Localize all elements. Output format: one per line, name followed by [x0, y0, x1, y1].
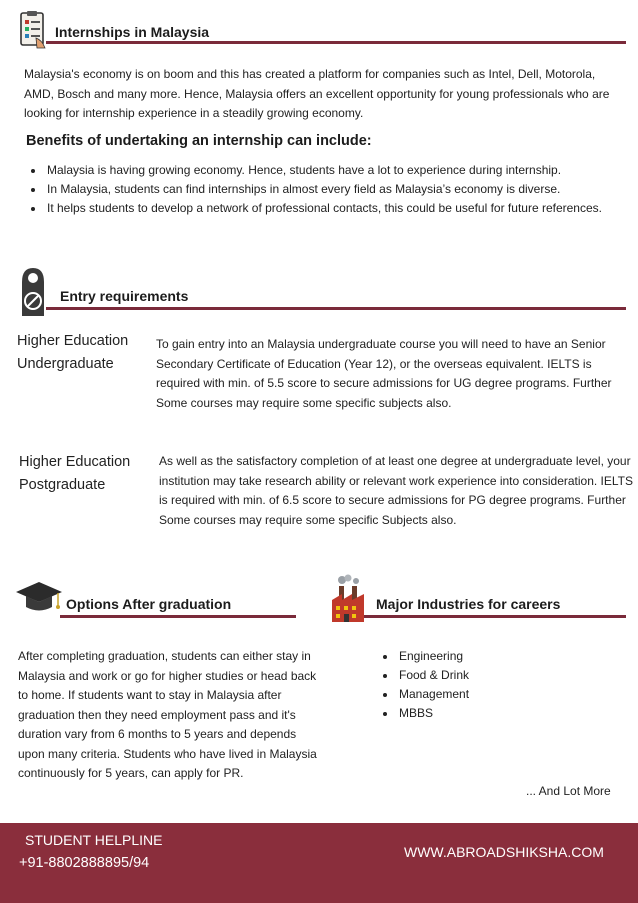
- list-item: • Engineering: [397, 647, 469, 666]
- section-divider: [364, 615, 626, 618]
- door-hanger-icon: [18, 264, 48, 318]
- list-item: • Food & Drink: [397, 666, 469, 685]
- website-link[interactable]: WWW.ABROADSHIKSHA.COM: [404, 844, 604, 860]
- section-title-industries: Major Industries for careers: [376, 596, 561, 612]
- section-title-entry: Entry requirements: [60, 288, 189, 304]
- pg-label: Higher Education Postgraduate: [19, 454, 131, 493]
- list-item: • In Malaysia, students can find internships in almost every field as Malaysia’s economy is diverse.: [45, 180, 638, 199]
- pg-text: As well as the satisfactory completion of at least one degree at undergraduate level, your institution may take research ability or relevant work experience into consideration. IELTS is required with min. of 6.5 score to secure admissions for PG degree programs. Further Some courses may require some specific Subjects also.: [159, 454, 634, 527]
- options-paragraph: After completing graduation, students can either stay in Malaysia and work or go for higher studies or head back to home. If students want to stay in Malaysia after graduation then they need employment pass and it's duration vary from 6 months to 5 years and depends upon many criteria. Students who have lived in Malaysia continuously for 5 years, can apply for PR.: [18, 649, 317, 780]
- more-industries-text: ... And Lot More: [526, 784, 611, 798]
- section-title-options: Options After graduation: [66, 596, 232, 612]
- clipboard-checklist-icon: [18, 10, 48, 50]
- footer: [0, 823, 638, 903]
- intro-paragraph: Malaysia's economy is on boom and this has created a platform for companies such as Intel, Dell, Motorola, AMD, Bosch and many more. Hence, Malaysia offers an excellent opportunity for young professionals who are looking for internship experience in a steadily growing economy.: [24, 67, 610, 120]
- graduation-cap-icon: [14, 580, 64, 616]
- industries-list: [379, 647, 469, 723]
- list-item: • Malaysia is having growing economy. Hence, students have a lot to experience during internship.: [45, 161, 638, 180]
- benefits-title: Benefits of undertaking an internship can include:: [26, 133, 372, 149]
- benefits-list: [27, 161, 638, 218]
- list-item: • Management: [397, 685, 469, 704]
- factory-icon: [330, 574, 368, 624]
- ug-text: To gain entry into an Malaysia undergraduate course you will need to have an Senior Secondary Certificate of Education (Year 12), or the overseas equivalent. IELTS is required with min. of 5.5 score to secure admissions for UG degree programs. Further Some courses may require some specific subjects also.: [156, 337, 612, 410]
- list-item: • MBBS: [397, 704, 469, 723]
- section-divider: [60, 615, 296, 618]
- helpline-label: STUDENT HELPLINE: [25, 832, 163, 848]
- list-item: • It helps students to develop a network of professional contacts, this could be useful for future references.: [45, 199, 638, 218]
- helpline-phone[interactable]: +91-8802888895/94: [19, 855, 150, 871]
- ug-label: Higher Education Undergraduate: [17, 333, 129, 372]
- section-title-internships: Internships in Malaysia: [55, 24, 210, 40]
- section-divider: [46, 307, 626, 310]
- section-divider: [46, 41, 626, 44]
